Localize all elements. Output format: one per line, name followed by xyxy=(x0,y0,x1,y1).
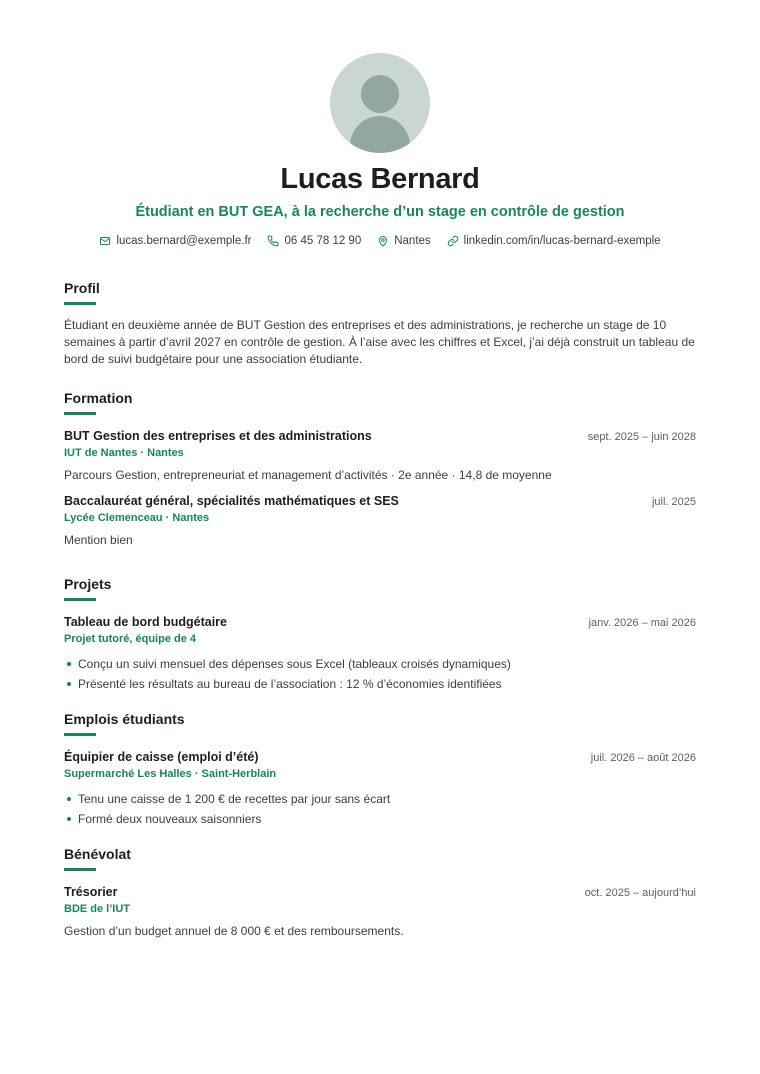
phone-icon xyxy=(267,235,279,247)
formation-entry xyxy=(64,494,696,547)
section-benevolat xyxy=(64,845,696,938)
contact-row xyxy=(0,235,760,247)
entry-description: Mention bien xyxy=(64,533,133,547)
entry-date: oct. 2025 – aujourd’hui xyxy=(584,887,696,899)
avatar-head-shape xyxy=(361,75,399,113)
headline: Étudiant en BUT GEA, à la recherche d’un stage en contrôle de gestion xyxy=(135,204,625,220)
entry-institution: IUT de Nantes · Nantes xyxy=(64,447,184,459)
bullet-list xyxy=(64,654,696,694)
entry-employer: Supermarché Les Halles · Saint-Herblain xyxy=(64,768,277,780)
section-rule xyxy=(64,302,96,305)
entry-title: Baccalauréat général, spécialités mathématiques et SES xyxy=(64,494,399,508)
location-icon xyxy=(377,235,389,247)
section-title-emplois: Emplois étudiants xyxy=(64,711,185,727)
entry-institution: Lycée Clemenceau · Nantes xyxy=(64,512,210,524)
section-profil xyxy=(64,279,696,368)
entry-title: Tableau de bord budgétaire xyxy=(64,615,227,629)
contact-location xyxy=(377,235,430,247)
section-projets xyxy=(64,575,696,694)
avatar-body-shape xyxy=(350,116,410,153)
formation-entry xyxy=(64,429,696,482)
entry-title: Équipier de caisse (emploi d’été) xyxy=(64,750,259,764)
mail-icon xyxy=(99,235,111,247)
avatar xyxy=(330,53,430,153)
contact-email-text: lucas.bernard@exemple.fr xyxy=(116,235,252,247)
section-emplois xyxy=(64,710,696,829)
section-title-profil: Profil xyxy=(64,280,100,296)
section-formation xyxy=(64,389,696,547)
job-entry xyxy=(64,750,696,829)
contact-linkedin-text: linkedin.com/in/lucas-bernard-exemple xyxy=(463,235,661,247)
entry-organization: BDE de l’IUT xyxy=(64,903,131,915)
entry-date: juil. 2025 xyxy=(651,496,696,508)
bullet-item: Conçu un suivi mensuel des dépenses sous Excel (tableaux croisés dynamiques) xyxy=(64,654,696,674)
section-rule xyxy=(64,733,96,736)
section-rule xyxy=(64,598,96,601)
contact-linkedin[interactable] xyxy=(447,235,661,247)
bullet-item: Présenté les résultats au bureau de l’association : 12 % d’économies identifiées xyxy=(64,674,696,694)
profil-text: Étudiant en deuxième année de BUT Gestion des entreprises et des administrations, je recherche un stage de 10 semaines à partir d’avril 2027 en contrôle de gestion. À l’aise avec les chiffres et Excel, j’ai déjà construit un tableau de bord de suivi budgétaire pour une association étudiante. xyxy=(64,318,695,366)
entry-date: janv. 2026 – mai 2026 xyxy=(588,617,696,629)
link-icon xyxy=(447,235,459,247)
contact-email[interactable] xyxy=(99,235,251,247)
entry-description: Gestion d’un budget annuel de 8 000 € et des remboursements. xyxy=(64,924,404,938)
project-entry xyxy=(64,615,696,694)
entry-description: Parcours Gestion, entrepreneuriat et management d’activités · 2e année · 14,8 de moyenne xyxy=(64,468,552,482)
volunteer-entry xyxy=(64,885,696,938)
candidate-name: Lucas Bernard xyxy=(280,163,480,195)
section-rule xyxy=(64,412,96,415)
section-title-formation: Formation xyxy=(64,390,133,406)
entry-date: juil. 2026 – août 2026 xyxy=(590,752,696,764)
contact-phone-text: 06 45 78 12 90 xyxy=(284,235,362,247)
contact-phone[interactable] xyxy=(267,235,361,247)
entry-context: Projet tutoré, équipe de 4 xyxy=(64,633,197,645)
bullet-item: Formé deux nouveaux saisonniers xyxy=(64,809,696,829)
entry-title: BUT Gestion des entreprises et des administrations xyxy=(64,429,372,443)
section-title-benevolat: Bénévolat xyxy=(64,846,131,862)
bullet-item: Tenu une caisse de 1 200 € de recettes par jour sans écart xyxy=(64,789,696,809)
section-title-projets: Projets xyxy=(64,576,112,592)
section-rule xyxy=(64,868,96,871)
bullet-list xyxy=(64,789,696,829)
entry-title: Trésorier xyxy=(64,885,118,899)
entry-date: sept. 2025 – juin 2028 xyxy=(587,431,696,443)
contact-location-text: Nantes xyxy=(394,235,431,247)
